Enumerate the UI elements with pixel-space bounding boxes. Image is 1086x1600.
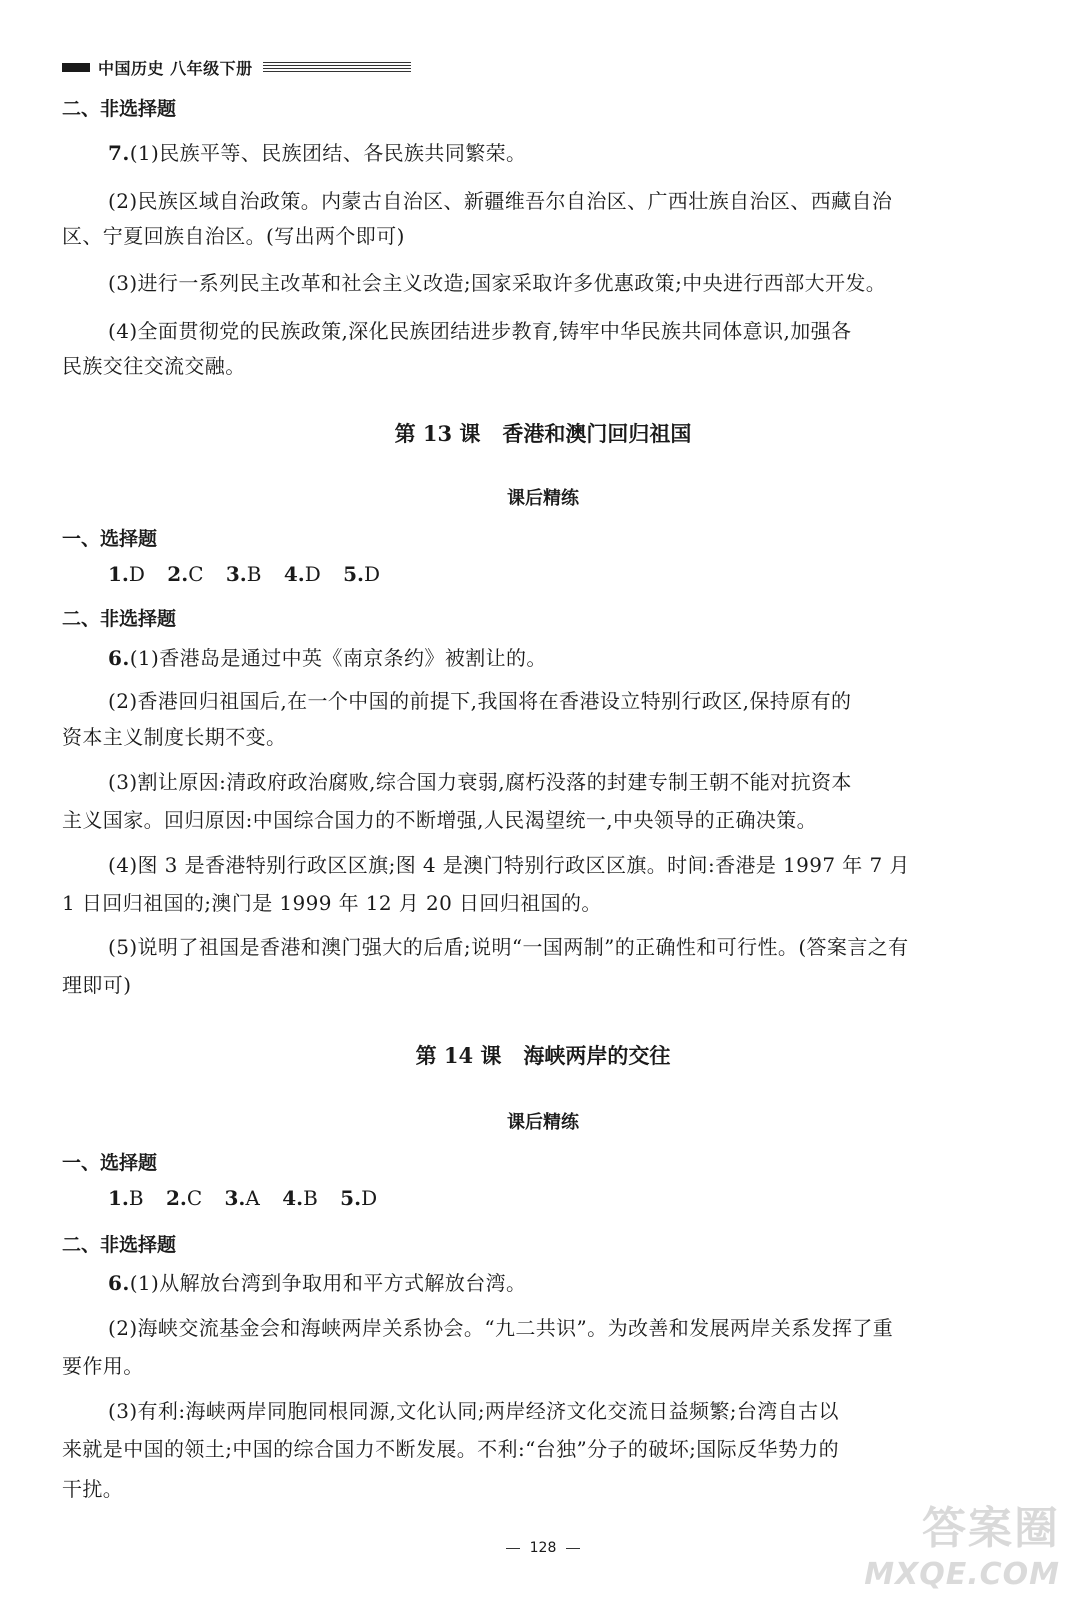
answer-text: (1)香港岛是通过中英《南京条约》被割让的。 xyxy=(129,646,547,670)
answer-text: (1)从解放台湾到争取用和平方式解放台湾。 xyxy=(129,1271,527,1295)
section-heading-nonchoice: 二、非选择题 xyxy=(62,98,177,120)
l14-q6-part2-line1: (2)海峡交流基金会和海峡两岸关系协会。“九二共识”。为改善和发展两岸关系发挥了重 xyxy=(108,1316,894,1340)
header-rule-lines xyxy=(263,62,411,72)
lesson13-choice-answers xyxy=(108,562,396,586)
l14-q6-part1 xyxy=(108,1268,526,1298)
answer-text: (1)民族平等、民族团结、各民族共同繁荣。 xyxy=(129,141,527,165)
site-watermark-logo xyxy=(864,1492,1066,1592)
l13-q6-part2-line2: 资本主义制度长期不变。 xyxy=(62,725,287,749)
q7-part4-line1: (4)全面贯彻党的民族政策,深化民族团结进步教育,铸牢中华民族共同体意识,加强各 xyxy=(108,319,852,343)
book-title: 中国历史 八年级下册 xyxy=(98,58,253,78)
lesson14-choice-answers xyxy=(108,1186,393,1210)
q7-part2-line1: (2)民族区域自治政策。内蒙古自治区、新疆维吾尔自治区、广西壮族自治区、西藏自治 xyxy=(108,189,893,213)
question-number: 7. xyxy=(108,141,130,165)
lesson14-heading xyxy=(0,1040,1086,1070)
section-heading-nonchoice: 二、非选择题 xyxy=(62,1234,177,1256)
q7-part4-line2: 民族交往交流交融。 xyxy=(62,354,246,378)
answer-item: 1.D xyxy=(108,562,145,586)
answer-item: 4.B xyxy=(282,1186,318,1210)
l14-q6-part2-line2: 要作用。 xyxy=(62,1354,144,1378)
l13-q6-part3-line1: (3)割让原因:清政府政治腐败,综合国力衰弱,腐朽没落的封建专制王朝不能对抗资本 xyxy=(108,770,852,794)
lesson13-subtitle: 课后精练 xyxy=(507,488,579,509)
section-heading-choice: 一、选择题 xyxy=(62,1152,158,1174)
l13-q6-part4-line2: 1 日回归祖国的;澳门是 1999 年 12 月 20 日回归祖国的。 xyxy=(62,891,602,915)
answer-item: 2.C xyxy=(167,562,204,586)
l13-q6-part4-line1: (4)图 3 是香港特别行政区区旗;图 4 是澳门特别行政区区旗。时间:香港是 1997 年 7 月 xyxy=(108,853,910,877)
lesson-title: 海峡两岸的交往 xyxy=(523,1043,671,1068)
answer-item: 4.D xyxy=(283,562,321,586)
l14-q6-part3-line2: 来就是中国的领土;中国的综合国力不断发展。不利:“台独”分子的破坏;国际反华势力的 xyxy=(62,1437,840,1461)
l14-q6-part3-line1: (3)有利:海峡两岸同胞同根同源,文化认同;两岸经济文化交流日益频繁;台湾自古以 xyxy=(108,1399,839,1423)
watermark-url: MXQE.COM xyxy=(864,1557,1060,1592)
section-heading-nonchoice: 二、非选择题 xyxy=(62,608,177,630)
question-number: 6. xyxy=(108,646,130,670)
lesson-number: 第 13 课 xyxy=(394,421,481,446)
answer-item: 3.A xyxy=(224,1186,260,1210)
lesson13-heading xyxy=(0,418,1086,448)
answer-item: 5.D xyxy=(340,1186,378,1210)
q7-part1 xyxy=(108,138,526,168)
page-number-text: 128 xyxy=(529,1540,557,1556)
question-number: 6. xyxy=(108,1271,130,1295)
l13-q6-part2-line1: (2)香港回归祖国后,在一个中国的前提下,我国将在香港设立特别行政区,保持原有的 xyxy=(108,689,852,713)
answer-item: 5.D xyxy=(343,562,381,586)
watermark-chinese: 答案圈 xyxy=(922,1503,1060,1554)
l13-q6-part5-line2: 理即可) xyxy=(62,973,132,997)
l14-q6-part3-line3: 干扰。 xyxy=(62,1477,124,1501)
q7-part2-line2: 区、宁夏回族自治区。(写出两个即可) xyxy=(62,224,405,248)
lesson-number: 第 14 课 xyxy=(415,1043,502,1068)
answer-item: 2.C xyxy=(165,1186,203,1210)
lesson-title: 香港和澳门回归祖国 xyxy=(502,421,692,446)
header-decoration-bar xyxy=(62,63,90,72)
l13-q6-part5-line1: (5)说明了祖国是香港和澳门强大的后盾;说明“一国两制”的正确性和可行性。(答案言之有 xyxy=(108,935,909,959)
q7-part3: (3)进行一系列民主改革和社会主义改造;国家采取许多优惠政策;中央进行西部大开发。 xyxy=(108,271,887,295)
running-header xyxy=(62,56,411,78)
l13-q6-part3-line2: 主义国家。回归原因:中国综合国力的不断增强,人民渴望统一,中央领导的正确决策。 xyxy=(62,808,818,832)
answer-item: 3.B xyxy=(225,562,262,586)
section-heading-choice: 一、选择题 xyxy=(62,528,158,550)
lesson14-subtitle: 课后精练 xyxy=(507,1112,579,1133)
l13-q6-part1 xyxy=(108,643,547,673)
answer-item: 1.B xyxy=(108,1186,144,1210)
